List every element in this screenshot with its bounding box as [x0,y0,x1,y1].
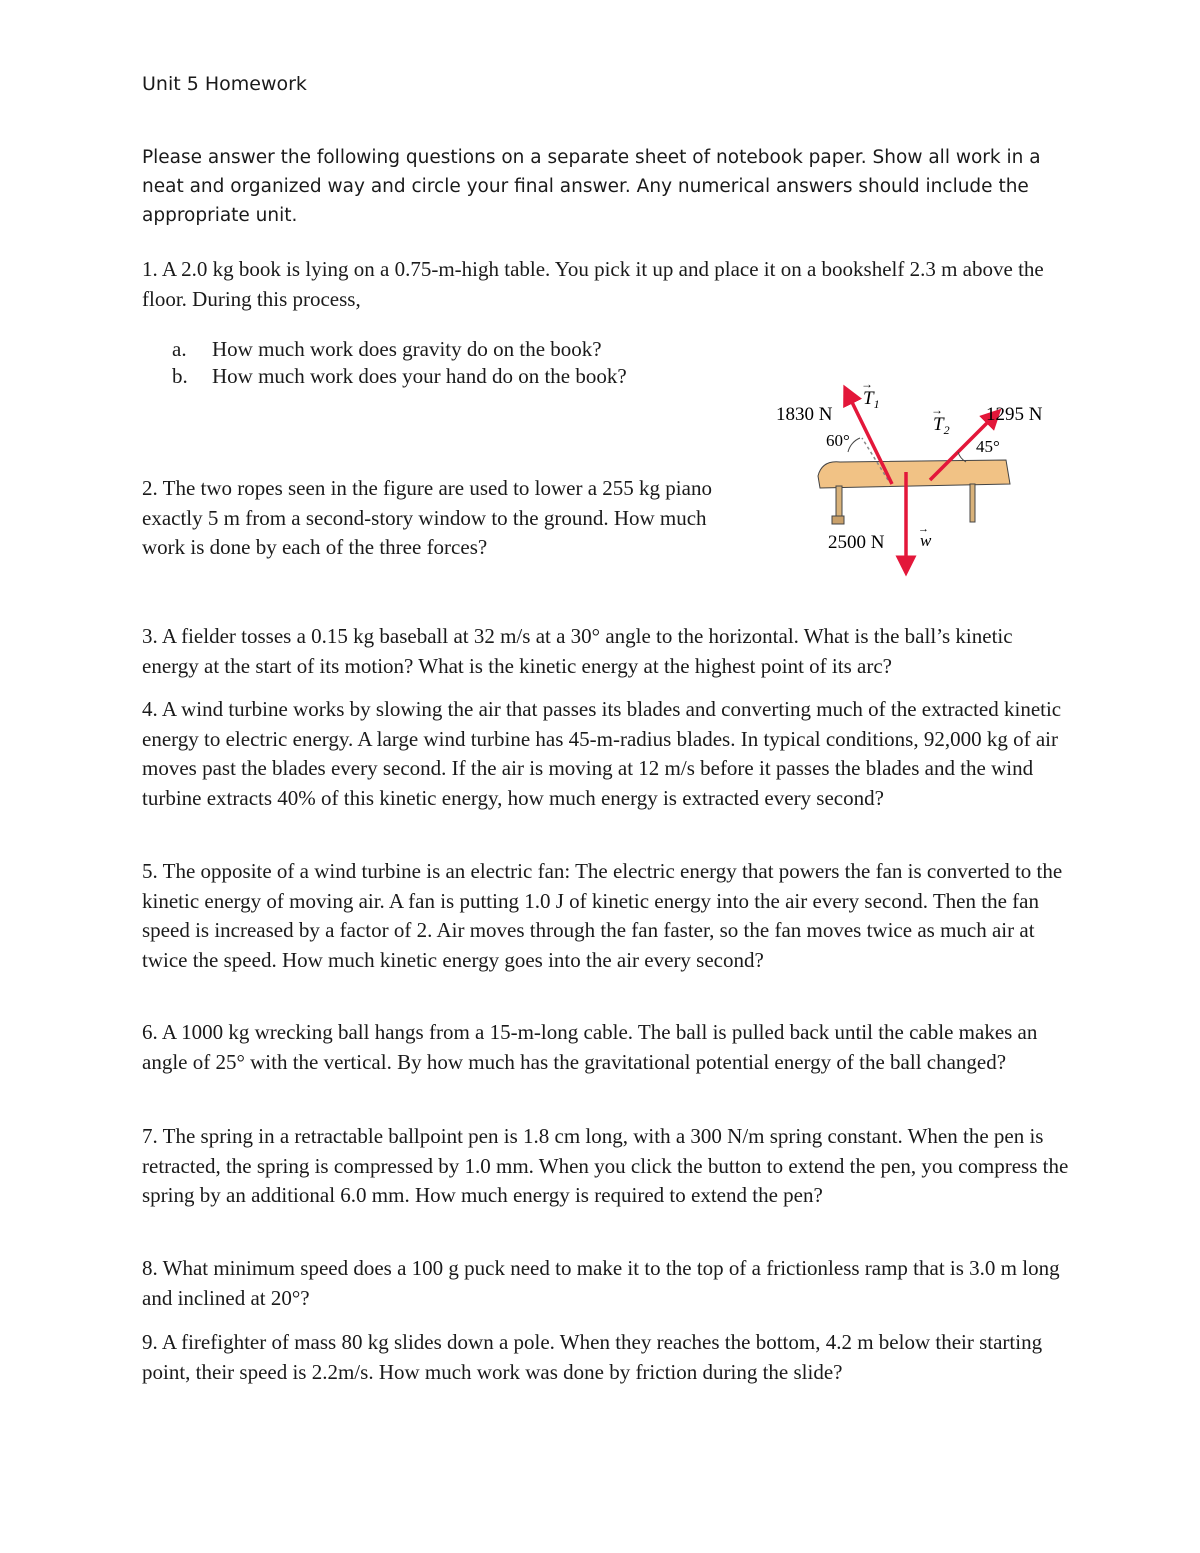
question-1a-label: a. [172,337,187,361]
t1-symbol: $T_1$ [863,388,880,411]
question-2: 2. The two ropes seen in the figure are used to lower a 255 kg piano exactly 5 m from a second-story window to the ground. How much work is done by each of the three forces? [142,476,712,559]
question-4: 4. A wind turbine works by slowing the air that passes its blades and converting much of the extracted kinetic energy to electric energy. A large wind turbine has 45-m-radius blades. In typical conditions, 92,000 kg of air moves past the blades every second. If the air is moving at 12 m/s before it passes the blades and the wind turbine extracts 40% of this kinetic energy, how much energy is extracted every second? [142,697,1062,810]
question-1b [172,363,627,390]
question-1b-text: How much work does your hand do on the book? [212,364,627,388]
question-6: 6. A 1000 kg wrecking ball hangs from a 15-m-long cable. The ball is pulled back until the cable makes an angle of 25° with the vertical. By how much has the gravitational potential energy of the ball changed? [142,1020,1038,1074]
piano-icon [818,460,1010,524]
weight-symbol: w [920,531,932,550]
question-1: 1. A 2.0 kg book is lying on a 0.75-m-high table. You pick it up and place it on a bookshelf 2.3 m above the floor. During this process, [142,257,1044,311]
t2-vector-arrow-icon: → [931,403,943,417]
t1-force-label: 1830 N [776,404,833,425]
question-7: 7. The spring in a retractable ballpoint pen is 1.8 cm long, with a 300 N/m spring constant. When the pen is retracted, the spring is compressed by 1.0 mm. When you click the button to extend the pen, you compress the spring by an additional 6.0 mm. How much energy is required to extend the pen? [142,1124,1069,1207]
piano-pedal-box [832,516,844,524]
piano-leg-right [970,484,975,522]
piano-force-diagram [770,380,1070,580]
question-1b-label: b. [172,364,188,388]
question-1a-text: How much work does gravity do on the book? [212,337,602,361]
question-3: 3. A fielder tosses a 0.15 kg baseball at 32 m/s at a 30° angle to the horizontal. What is the ball’s kinetic energy at the start of its motion? What is the kinetic energy at the highest point of its arc? [142,624,1013,678]
question-1-parts [172,336,627,390]
piano-leg-left [836,486,842,520]
weight-force-label: 2500 N [828,532,885,553]
question-5: 5. The opposite of a wind turbine is an electric fan: The electric energy that powers the fan is converted to the kinetic energy of moving air. A fan is putting 1.0 J of kinetic energy into the air every second. Then the fan speed is increased by a factor of 2. Air moves through the fan faster, so the fan moves twice as much air at twice the speed. How much kinetic energy goes into the air every second? [142,859,1063,972]
t1-vector-arrow-icon: → [861,380,873,391]
question-1a [172,336,627,363]
question-9: 9. A firefighter of mass 80 kg slides down a pole. When they reaches the bottom, 4.2 m below their starting point, their speed is 2.2m/s. How much work was done by friction during the slide? [142,1330,1043,1384]
piano-body [818,460,1010,488]
t2-force-label: 1295 N [986,404,1043,425]
t2-angle-label: 45° [976,437,1000,456]
question-8: 8. What minimum speed does a 100 g puck need to make it to the top of a frictionless ramp that is 3.0 m long and inclined at 20°? [142,1256,1060,1310]
t1-angle-label: 60° [826,431,850,450]
instructions-paragraph: Please answer the following questions on a separate sheet of notebook paper. Show all work in a neat and organized way and circle your final answer. Any numerical answers should include the appropriate unit. [142,147,1041,226]
document-title: Unit 5 Homework [142,73,307,95]
weight-vector-arrow-icon: → [918,523,929,535]
t2-symbol: $T_2$ [933,414,950,437]
